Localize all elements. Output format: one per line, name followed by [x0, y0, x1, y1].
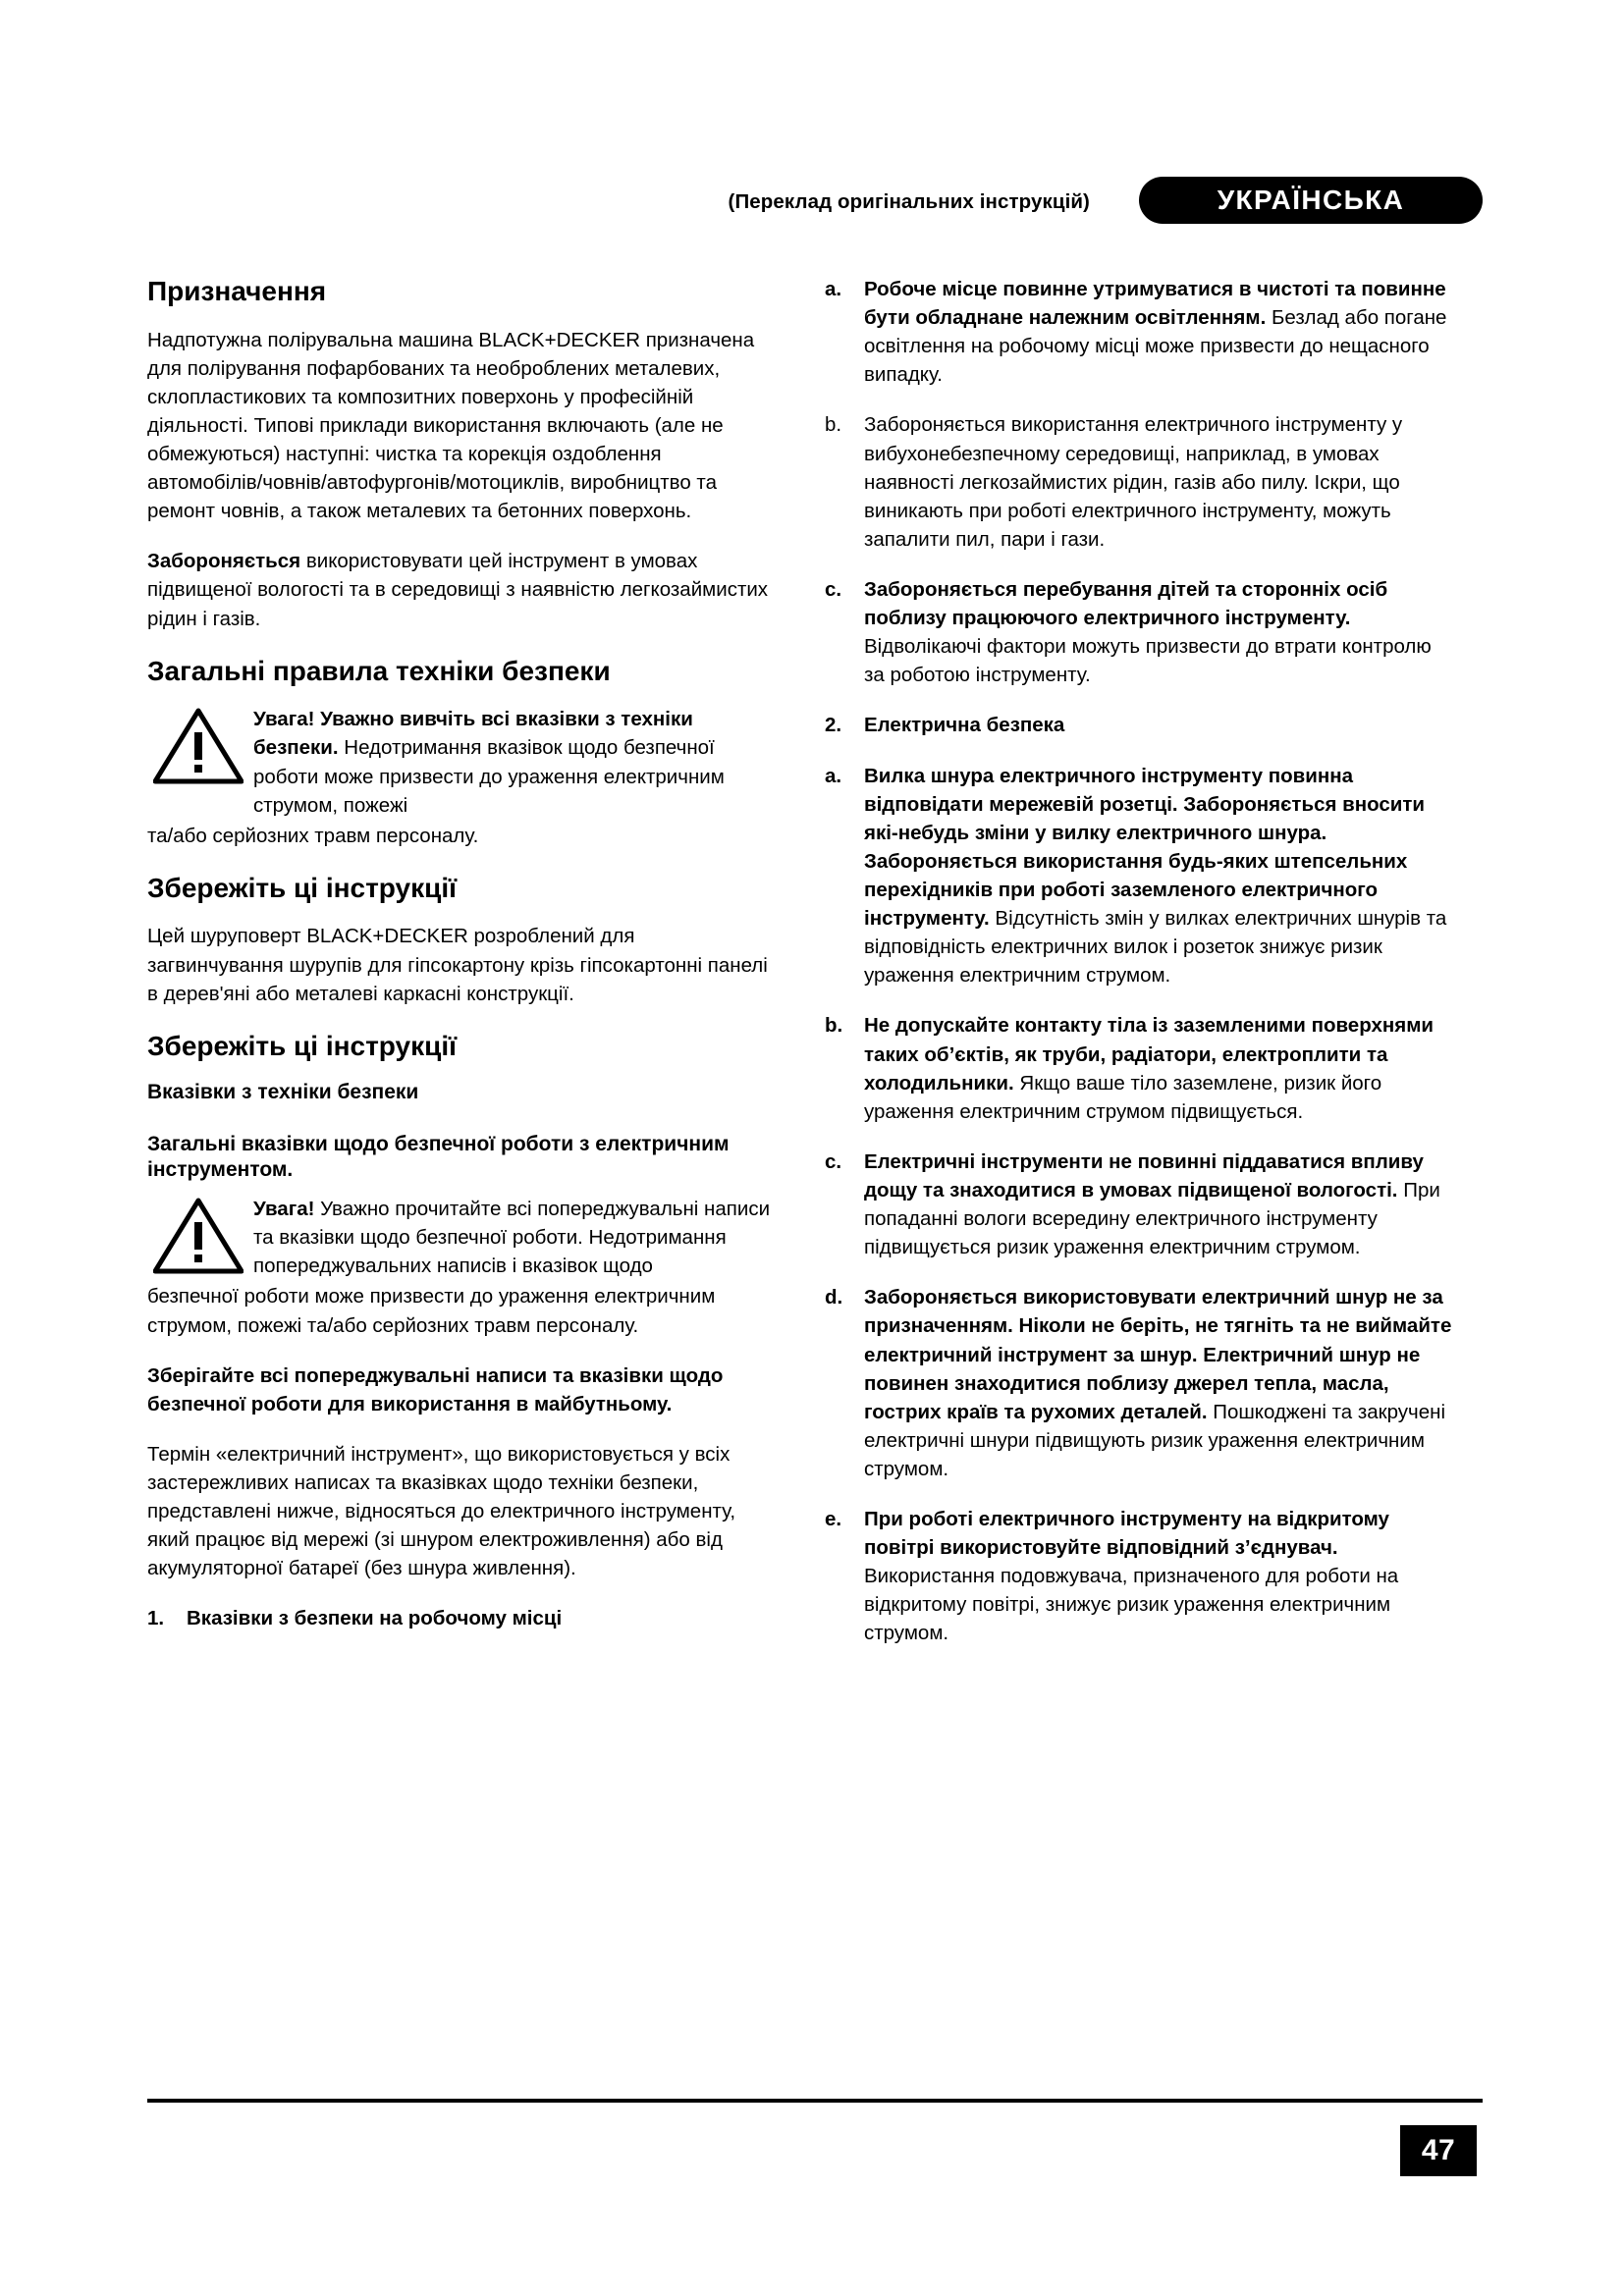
list-item — [825, 1283, 1453, 1483]
list-item — [825, 1011, 1453, 1125]
section-1-heading — [147, 1604, 776, 1632]
list-item-marker: b. — [825, 413, 842, 437]
list-item — [825, 762, 1453, 990]
list-item-bold: Вилка шнура електричного інструменту повинна відповідати мережевій розетці. Забороняється вносити які-небудь зміни у вилку електричного шнура. Забороняється використання будь-яких штепсельних перехідників при роботі заземленого електричного інструменту. — [864, 764, 1426, 931]
list-item-marker: a. — [825, 278, 842, 300]
warning-block-1 — [147, 705, 776, 850]
keep-instructions-paragraph: Цей шуруповерт BLACK+DECKER розроблений для загвинчування шурупів для гіпсокартону крізь гіпсокартонні панелі в дерев'яні або металеві каркасні конструкції. — [147, 925, 768, 1005]
list-item-text — [864, 1283, 1453, 1483]
warning-block-1-bold: Увага! Уважно вивчіть всі вказівки з техніки безпеки. — [253, 708, 693, 760]
list-item-bold: Забороняється використовувати електричний шнур не за призначенням. Ніколи не беріть, не тягніть та не виймайте електричний інструмент за шнур. Електричний шнур не повинен знаходитися поблизу джерел тепла, масла, гострих країв та рухомих деталей. — [864, 1286, 1452, 1423]
list-item-rest: Відволікаючі фактори можуть призвести до втрати контролю за роботою інструменту. — [864, 635, 1432, 687]
purpose-paragraph-2 — [147, 547, 776, 632]
safety-rules-heading: Загальні правила техніки безпеки — [147, 655, 611, 686]
keep-instructions-heading-2: Збережіть ці інструкції — [147, 1030, 457, 1061]
list-item-text — [864, 1505, 1453, 1648]
list-item-bold: Електричні інструменти не повинні піддаватися впливу дощу та знаходитися в умовах підвищеної вологості. — [864, 1149, 1424, 1201]
list-item-marker: d. — [825, 1286, 843, 1309]
list-item-marker: b. — [825, 1014, 843, 1038]
list-item-marker: a. — [825, 764, 842, 787]
section-1-number: 1. — [147, 1607, 165, 1630]
list-item-bold: При роботі електричного інструменту на відкритому повітрі використовуйте відповідний з’єднувач. — [864, 1508, 1389, 1560]
list-item-marker: e. — [825, 1508, 842, 1531]
list-item-rest: Відсутність змін у вилках електричних шнурів та відповідність електричних вилок і розеток знижує ризик ураження електричним струмом. — [864, 907, 1447, 988]
list-item-text — [864, 1011, 1453, 1125]
safety-instructions-subheading: Вказівки з техніки безпеки — [147, 1081, 419, 1104]
list-item-rest: Використання подовжувача, призначеного для роботи на відкритому повітрі, знижує ризик ураження електричним струмом. — [864, 1565, 1399, 1645]
section-2-heading — [825, 711, 1453, 739]
warning-block-2-tail: безпечної роботи може призвести до ураження електричним струмом, пожежі та/або серйозних травм персоналу. — [147, 1285, 716, 1337]
purpose-paragraph-2-bold: Забороняється — [147, 550, 301, 573]
section-1-title: Вказівки з безпеки на робочому місці — [187, 1607, 563, 1630]
general-instructions-subheading: Загальні вказівки щодо безпечної роботи з електричним інструментом. — [147, 1132, 730, 1181]
list-item-text — [864, 275, 1453, 389]
keep-warnings-paragraph: Зберігайте всі попереджувальні написи та вказівки щодо безпечної роботи для використання в майбутньому. — [147, 1363, 724, 1415]
list-item — [825, 575, 1453, 689]
list-item-text — [864, 410, 1453, 554]
keep-instructions-heading-1: Збережіть ці інструкції — [147, 872, 457, 903]
list-item-bold: Робоче місце повинне утримуватися в чистоті та повинне бути обладнане належним освітленням. — [864, 278, 1446, 330]
purpose-paragraph-2-rest: використовувати цей інструмент в умовах підвищеної вологості та в середовищі з наявністю легкозаймистих рідин і газів. — [147, 550, 769, 630]
list-item-bold: Забороняється перебування дітей та сторонніх осіб поблизу працюючого електричного інструменту. — [864, 577, 1388, 630]
warning-block-1-rest: Недотримання вказівок щодо безпечної роботи може призвести до ураження електричним струмом, пожежі — [253, 736, 725, 817]
term-definition-paragraph: Термін «електричний інструмент», що використовується у всіх застережливих написах та вказівках щодо техніки безпеки, представлені нижче, відносяться до електричного інструменту, який працює від мережі (зі шнуром електроживлення) або від акумуляторної батареї (без шнура живлення). — [147, 1442, 736, 1580]
list-item-rest: Безлад або погане освітлення на робочому місці може призвести до нещасного випадку. — [864, 306, 1447, 387]
list-item-bold: Не допускайте контакту тіла із заземленими поверхнями таких об’єктів, як труби, радіатори, електроплити та холодильники. — [864, 1014, 1434, 1095]
list-item-rest: Пошкоджені та закручені електричні шнури підвищують ризик ураження електричним струмом. — [864, 1400, 1445, 1480]
section-2-title: Електрична безпека — [864, 714, 1065, 737]
list-item — [825, 410, 1453, 554]
right-column — [825, 275, 1453, 1670]
list-item-rest: Якщо ваше тіло заземлене, ризик його ураження електричним струмом підвищується. — [864, 1071, 1382, 1123]
section-2-number: 2. — [825, 714, 842, 737]
list-item — [825, 1505, 1453, 1648]
page-header — [147, 177, 1483, 236]
translation-note: (Переклад оригінальних інструкцій) — [728, 190, 1090, 213]
list-item-marker: c. — [825, 577, 842, 601]
purpose-paragraph-1: Надпотужна полірувальна машина BLACK+DECKER призначена для полірування пофарбованих та необроблених металевих, склопластикових та композитних поверхонь у професійній діяльності. Типові приклади використання включають (але не обмежуються) наступні: чистка та корекція оздоблення автомобілів/човнів/автофургонів/мотоциклів, виробництво та ремонт човнів, а також металевих та бетонних поверхонь. — [147, 328, 755, 523]
list-item — [825, 275, 1453, 389]
list-item-text — [864, 575, 1453, 689]
warning-block-2-rest: Уважно прочитайте всі попереджувальні написи та вказівки щодо безпечної роботи. Недотримання попереджувальних написів і вказівок щодо — [253, 1198, 771, 1278]
page-number: 47 — [1400, 2125, 1477, 2176]
footer-divider — [147, 2099, 1483, 2103]
warning-block-2 — [147, 1195, 776, 1340]
warning-block-2-bold: Увага! — [253, 1198, 315, 1221]
list-item-rest: При попаданні вологи всередину електричного інструменту підвищується ризик ураження електричним струмом. — [864, 1178, 1440, 1259]
list-item-rest: Забороняється використання електричного інструменту у вибухонебезпечному середовищі, наприклад, в умовах наявності легкозаймистих рідин, газів або пилу. Іскри, що виникають при роботі електричного інструменту, можуть запалити пил, пари і гази. — [864, 413, 1403, 551]
list-item-marker: c. — [825, 1149, 842, 1173]
language-badge: УКРАЇНСЬКА — [1139, 177, 1483, 224]
left-column — [147, 275, 776, 1655]
list-item — [825, 1148, 1453, 1261]
list-item-text — [864, 1148, 1453, 1261]
warning-block-1-text — [253, 705, 776, 819]
purpose-heading: Призначення — [147, 276, 327, 306]
list-item-text — [864, 762, 1453, 990]
warning-block-2-text — [253, 1195, 776, 1280]
warning-block-1-tail: та/або серйозних травм персоналу. — [147, 824, 479, 847]
warning-triangle-icon-2 — [153, 1197, 244, 1275]
warning-triangle-icon — [153, 707, 244, 785]
